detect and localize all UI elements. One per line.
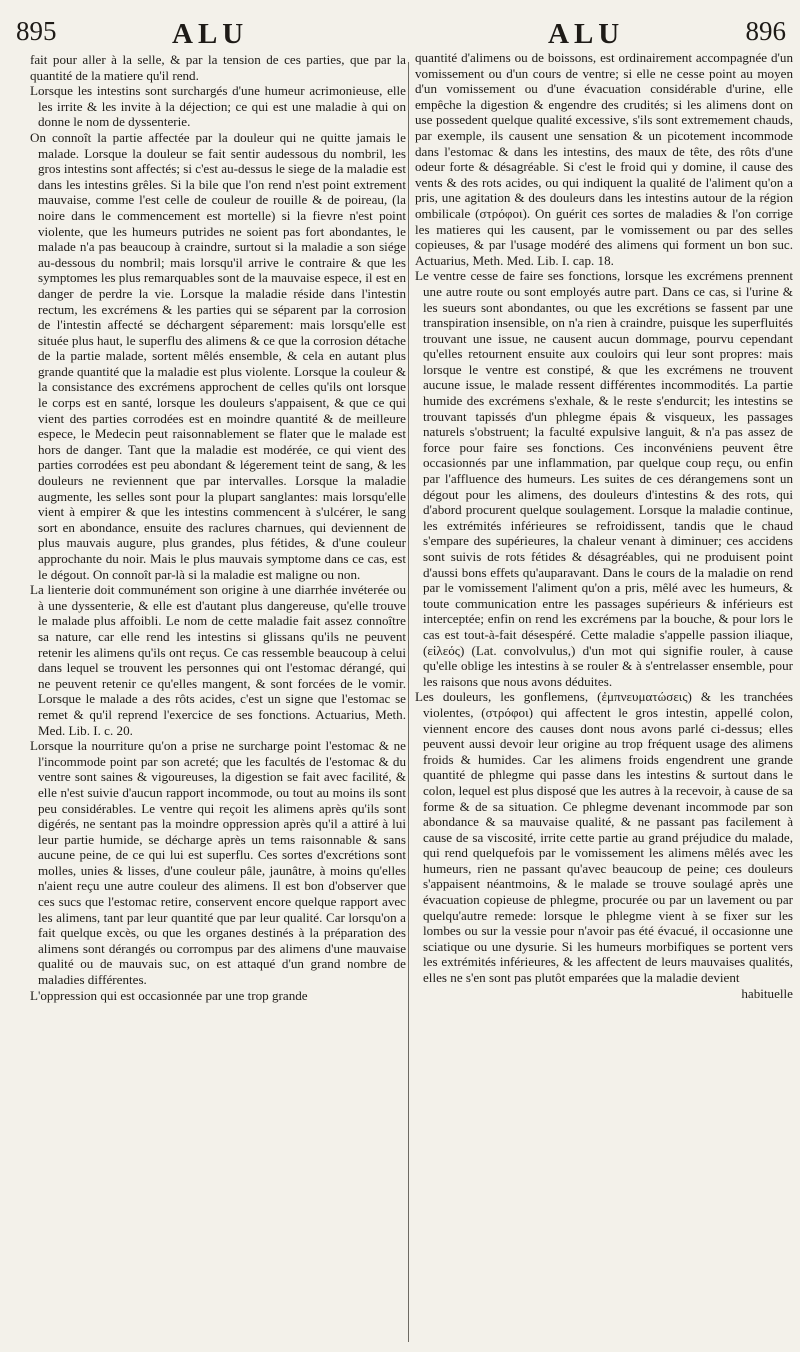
paragraph: Lorsque la nourriture qu'on a prise ne surcharge point l'estomac & ne l'incommode point par son acreté; que les facultés de l'estomac & du ventre sont saines & vigoureuses, la digestion se fait avec facilité, & elle n'est suivie d'aucun rapport incommode, ou tout au moins ils sont peu considérables. Le ventre qui reçoit les alimens après qu'ils sont digérés, ne sentant pas la moindre oppression après qu'il a attiré à lui leur partie humide, se décharge après un tems raisonnable & sans aucune peine, de ce qui lui est superflu. Ces sortes d'excrétions sont molles, unies & lisses, d'une couleur pâle, jaunâtre, à moins qu'elles n'aient reçu une autre couleur des alimens. Il est bon d'observer que ces sucs que l'estomac retire, conservent encore quelque rapport avec les alimens, tant par leur quantité que par leur qualité. Car lorsqu'on a fait quelque excès, ou que les organes destinés à la préparation des alimens sont dérangés ou corrompus par des alimens d'une mauvaise qualité ou de mauvais suc, on est attaqué d'un grand nombre de maladies différentes.: [30, 738, 406, 988]
paragraph: La lienterie doit communément son origine à une diarrhée invéterée ou à une dyssenterie, & elle est d'autant plus dangereuse, qu'elle trouve le malade plus affoibli. Le nom de cette maladie fait assez connoître sa nature, car elle rend les intestins si glissans qu'ils ne peuvent retenir les alimens qu'ils ont reçus. Ce cas ressemble beaucoup à celui dans lequel se trouvent les personnes qui ont l'estomac dérangé, qui ne peuvent retenir ce qu'elles mangent, & sont forcées de le vomir. Lorsque le malade a des rôts acides, c'est un signe que l'estomac se remet & qu'il reprend l'exercice de ses fonctions. Actuarius, Meth. Med. Lib. I. c. 20.: [30, 582, 406, 738]
page-number-left: 895: [16, 16, 57, 46]
paragraph: fait pour aller à la selle, & par la tension de ces parties, que par la quantité de la matiere qu'il rend.: [30, 52, 406, 83]
page-number-right: 896: [745, 16, 786, 46]
paragraph: On connoît la partie affectée par la douleur qui ne quitte jamais le malade. Lorsque la douleur se fait sentir audessous du nombril, les gros intestins sont affectés; si c'est au-dessus le siege de la maladie est dans les intestins grêles. Si la bile que l'on rend n'est point extrement mauvaise, comme l'est celle de couleur de rouille & de poireau, (la noire dans le commencement est mortelle) si la fievre n'est point violente, que les humeurs putrides ne soient pas fort abondantes, le malade n'a pas beaucoup à craindre, surtout si la maladie a son siége au-dessous du nombril; mais lorsqu'il arrive le contraire & que les symptomes les plus remarquables sont de la mauvaise espece, il est en danger de perdre la vie. Lorsque la maladie réside dans l'intestin rectum, les excrémens & les parties qui se séparent par la corrosion de l'intestin affecté se déchargent séparement: mais lorsqu'elle est située plus haut, le superflu des alimens & ce que la corrosion détache de la partie malade, sortent mêlés ensemble, & cela en autant plus grande quantité que la maladie est plus violente. Lorsque la couleur & la consistance des excrémens approchent de celles qu'ils ont lorsque le corps est en santé, lorsque les douleurs s'appaisent, & que ce qui vient des parties corrodées est en moindre quantité & de meilleure espece, le Medecin peut raisonnablement se flater que le malade est hors de danger. Tant que la maladie est modérée, ce qui vient des parties corrodées est peu abondant & légerement teint de sang, & les douleurs ne reviennent que par intervalles. Lorsque la maladie augmente, les selles sont pour la plupart sanglantes: mais lorsqu'elle vient à empirer & que les intestins commencent à s'ulcérer, le sang sort en abondance, ensuite des raclures charnues, qui deviennent de plus mauvais augure, plus grandes, plus fétides, & d'une couleur approchante du noir. Mais le plus mauvais symptome dans ce cas, est le dégout. On connoît par-là si la maladie est maligne ou non.: [30, 129, 406, 582]
left-column: [30, 52, 406, 1003]
paragraph: Le ventre cesse de faire ses fonctions, lorsque les excrémens prennent une autre route ou sont employés autre part. Dans ce cas, si l'urine & les sueurs sont abondantes, ou que les excrétions se fassent par une transpiration insensible, on n'a rien à craindre, puisque les superfluités trouvant une issue, ne causent aucun dommage, pourvu cependant qu'elles retournent ensuite aux couloirs qui leur sont propres: mais lorsque le ventre est constipé, & que les excrémens ne trouvent aucune issue, le malade ressent différentes incommodités. La partie humide des excrémens s'exhale, & le reste s'endurcit; les intestins se trouvant tapissés d'un phlegme épais & visqueux, les passages naturels s'obstruent; la faculté expulsive languit, & n'a pas assez de force pour faire ses fonctions. Ces inconvéniens peuvent être occasionnés par une inflammation, par quelque coup reçu, ou enfin par l'affluence des humeurs. Les suites de ces dérangemens sont un dégout pour les alimens, des douleurs d'intestins & des rots, qui d'abord procurent quelque soulagement. Lorsque la maladie continue, les extrémités inférieures se refroidissent, tandis que le chaud s'empare des supérieures, la chaleur venant à diminuer; ces accidens sont suivis de rots fétides & désagréables, qui ne produisent point d'aussi bons effets qu'auparavant. Dans le cours de la maladie on rend par le vomissement l'aliment qu'on a pris, mêlé avec les humeurs, & toute communication entre les passages supérieurs & inférieurs est interceptée; enfin on rend les excrémens par la bouche, & pour lors le cas est tout-à-fait désespéré. Cette maladie s'appelle passion iliaque, (εἰλεός) (Lat. convolvulus,) d'un mot qui signifie rouler, à cause qu'elle oblige les intestins à se rouler & à s'entrelasser ensemble, pour les raisons que nous avons déduites.: [415, 268, 793, 689]
paragraph: L'oppression qui est occasionnée par une trop grande: [30, 987, 308, 1003]
column-divider: [408, 62, 409, 1342]
running-head-left: ALU: [172, 18, 249, 50]
paragraph: quantité d'alimens ou de boissons, est ordinairement accompagnée d'un vomissement ou d'un cours de ventre; si elle ne cesse point au moyen d'un vomissement ou d'une évacuation considérable d'urine, elle empêche la digestion & engendre des crudités; si les alimens dont on use possedent quelque qualité excessive, s'ils sont extremement chauds, par exemple, ils causent une sensation & un picotement incommode dans l'estomac & dans les intestins, des maux de tête, des rôts d'une odeur forte & désagréable. Si c'est le froid qui y domine, il cause des vents & des rots acides, ou qui indiquent la qualité de l'aliment qu'on a pris, une agitation & des douleurs dans les intestins autour de la région ombilicale (στρόφοι). On guérit ces sortes de maladies & l'on corrige les matieres qui les causent, par le vomissement ou par des selles copieuses, & par l'usage modéré des alimens qui forment un bon suc. Actuarius, Meth. Med. Lib. I. cap. 18.: [415, 50, 793, 268]
paragraph: Lorsque les intestins sont surchargés d'une humeur acrimonieuse, elle les irrite & les invite à la déjection; ce qui est une maladie à qui on donne le nom de dyssenterie.: [30, 83, 406, 130]
catchword: habituelle: [741, 985, 793, 1001]
right-column: [415, 50, 793, 1001]
paragraph: Les douleurs, les gonflemens, (ἐμπνευματώσεις) & les tranchées violentes, (στρόφοι) qui affectent le gros intestin, appellé colon, viennent encore des causes dont nous avons parlé ci-dessus; elles peuvent aussi devoir leur origine au trop fréquent usage des alimens froids & humides. Car les alimens froids engendrent une grande quantité de phlegme qui passe dans les intestins & surtout dans le colon, lequel est plus disposé que les autres à la recevoir, à cause de sa forme & de sa situation. Ce phlegme devenant incommode par son abondance & sa mauvaise qualité, & ne passant pas facilement à cause de sa viscosité, irrite cette partie au grand préjudice du malade, qui rend quelquefois par le vomissement les alimens mêlés avec les humeurs, rien ne passant qu'avec beaucoup de peine; ces douleurs s'appaisent néantmoins, & le malade se trouve soulagé après une évacuation copieuse de phlegme, procurée ou par un lavement ou par quelqu'autre remede: lorsque le phlegme vient à se fixer sur les lombes ou sur la vessie pour n'avoir pas été évacué, il occasionne une sciatique ou une dysurie. Si les humeurs morbifiques se portent vers les extrémités inférieures, & les affectent de leurs mauvaises qualités, elles ne s'en sont pas plutôt emparées que la maladie devient: [415, 689, 793, 986]
running-head-right: ALU: [548, 18, 625, 50]
